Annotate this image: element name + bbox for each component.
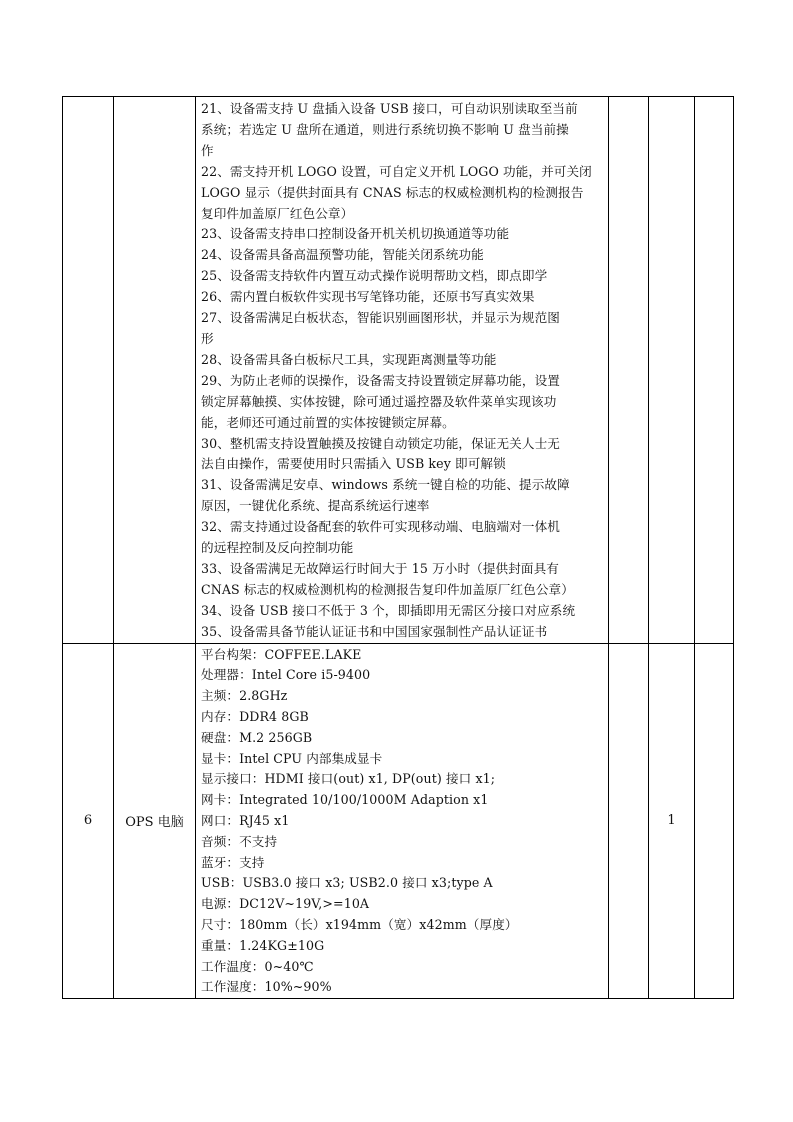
- spec-line: USB：USB3.0 接口 x3; USB2.0 接口 x3;type A: [201, 875, 493, 891]
- spec-line: 30、整机需支持设置触摸及按键自动锁定功能，保证无关人士无: [201, 435, 560, 451]
- spec-line: 25、设备需支持软件内置互动式操作说明帮助文档，即点即学: [201, 268, 548, 284]
- spec-line: 33、设备需满足无故障运行时间大于 15 万小时（提供封面具有: [201, 560, 559, 576]
- spec-line: 34、设备 USB 接口不低于 3 个，即插即用无需区分接口对应系统: [201, 602, 576, 618]
- spec-line: 显卡：Intel CPU 内部集成显卡: [201, 750, 383, 766]
- spec-line: 硬盘：M.2 256GB: [201, 729, 313, 745]
- empty-cell: [609, 643, 649, 999]
- spec-list: [196, 97, 608, 643]
- quantity-cell: [649, 97, 695, 644]
- spec-line: 工作温度：0~40℃: [201, 958, 314, 974]
- spec-line: 26、需内置白板软件实现书写笔锋功能，还原书写真实效果: [201, 289, 535, 305]
- quantity-cell: 1: [649, 643, 695, 999]
- table-row: [63, 97, 734, 644]
- spec-line: LOGO 显示（提供封面具有 CNAS 标志的权威检测机构的检测报告: [201, 184, 584, 200]
- empty-cell: [695, 643, 734, 999]
- index-cell: [63, 97, 114, 644]
- item-name-cell: OPS 电脑: [114, 643, 196, 999]
- spec-line: 音频：不支持: [201, 833, 278, 849]
- spec-line: 22、需支持开机 LOGO 设置，可自定义开机 LOGO 功能，并可关闭: [201, 163, 592, 179]
- spec-line: 平台构架：COFFEE.LAKE: [201, 646, 362, 662]
- spec-line: 复印件加盖原厂红色公章）: [201, 205, 354, 221]
- spec-line: 处理器：Intel Core i5-9400: [201, 667, 371, 683]
- empty-cell: [695, 97, 734, 644]
- item-name-cell: [114, 97, 196, 644]
- spec-line: 尺寸：180mm（长）x194mm（宽）x42mm（厚度）: [201, 916, 518, 932]
- spec-line: 网口：RJ45 x1: [201, 812, 290, 828]
- spec-line: 28、设备需具备白板标尺工具，实现距离测量等功能: [201, 351, 497, 367]
- spec-cell: [196, 643, 609, 999]
- spec-line: 24、设备需具备高温预警功能，智能关闭系统功能: [201, 247, 484, 263]
- spec-line: 作: [201, 142, 214, 158]
- spec-line: 形: [201, 330, 214, 346]
- spec-line: 32、需支持通过设备配套的软件可实现移动端、电脑端对一体机: [201, 519, 560, 535]
- spec-line: 21、设备需支持 U 盘插入设备 USB 接口，可自动识别读取至当前: [201, 101, 578, 116]
- spec-line: 网卡：Integrated 10/100/1000M Adaption x1: [201, 792, 489, 808]
- table-row: [63, 643, 734, 999]
- spec-line: 内存：DDR4 8GB: [201, 708, 309, 724]
- spec-line: 电源：DC12V~19V,>=10A: [201, 896, 370, 912]
- spec-line: 原因，一键优化系统、提高系统运行速率: [201, 498, 430, 514]
- spec-line: 系统；若选定 U 盘所在通道，则进行系统切换不影响 U 盘当前操: [201, 121, 569, 137]
- spec-line: 重量：1.24KG±10G: [201, 937, 325, 953]
- spec-line: 35、设备需具备节能认证证书和中国国家强制性产品认证证书: [201, 623, 548, 639]
- empty-cell: [609, 97, 649, 644]
- spec-cell: [196, 97, 609, 644]
- spec-line: 主频：2.8GHz: [201, 688, 288, 704]
- index-cell: 6: [63, 643, 114, 999]
- spec-line: 锁定屏幕触摸、实体按键，除可通过遥控器及软件菜单实现该功: [201, 393, 557, 409]
- spec-line: 的远程控制及反向控制功能: [201, 540, 354, 556]
- spec-table: [62, 96, 734, 999]
- spec-line: 蓝牙：支持: [201, 854, 265, 870]
- spec-line: 法自由操作，需要使用时只需插入 USB key 即可解锁: [201, 456, 506, 472]
- spec-line: 工作湿度：10%~90%: [201, 979, 332, 995]
- spec-list: [196, 644, 608, 999]
- spec-line: 23、设备需支持串口控制设备开机关机切换通道等功能: [201, 226, 510, 242]
- spec-line: 29、为防止老师的误操作，设备需支持设置锁定屏幕功能，设置: [201, 372, 560, 388]
- spec-line: 能，老师还可通过前置的实体按键锁定屏幕。: [201, 414, 455, 430]
- spec-line: 显示接口：HDMI 接口(out) x1, DP(out) 接口 x1;: [201, 771, 496, 787]
- spec-line: 31、设备需满足安卓、windows 系统一键自检的功能、提示故障: [201, 477, 570, 493]
- spec-line: CNAS 标志的权威检测机构的检测报告复印件加盖原厂红色公章）: [201, 581, 574, 597]
- spec-line: 27、设备需满足白板状态，智能识别画图形状，并显示为规范图: [201, 310, 560, 326]
